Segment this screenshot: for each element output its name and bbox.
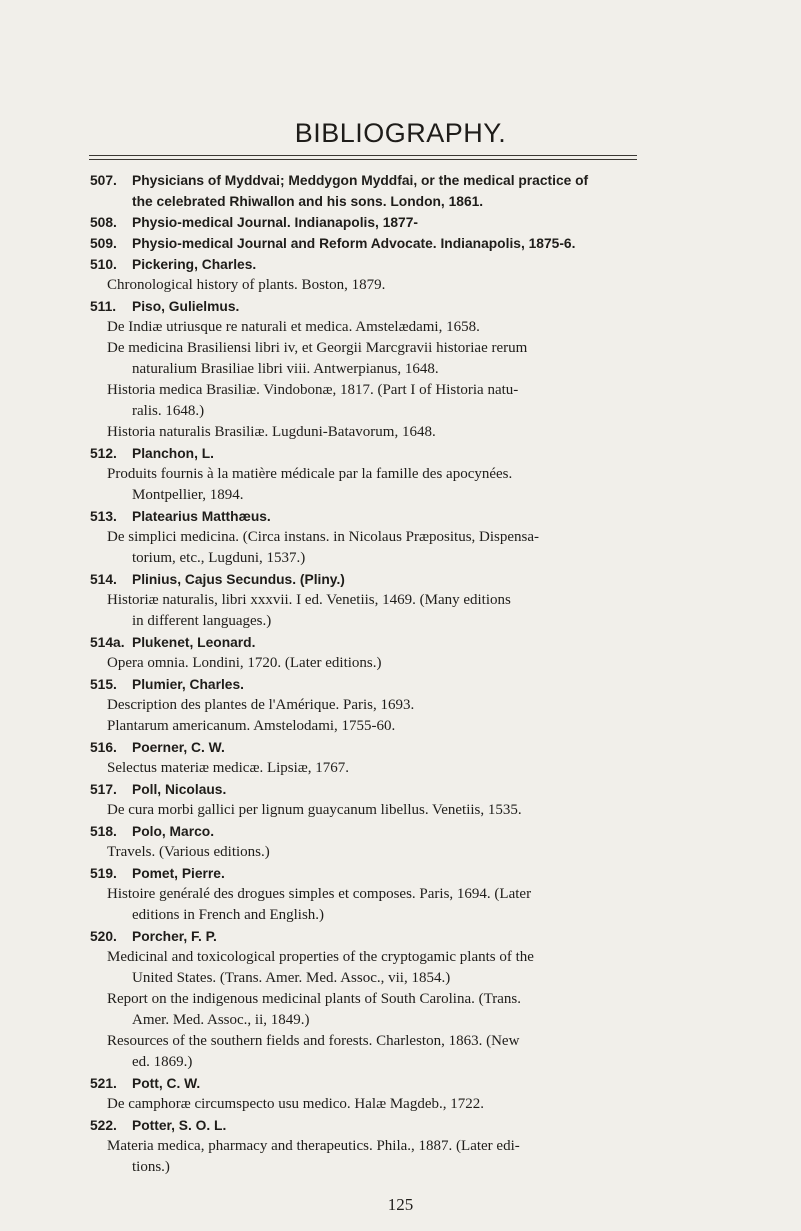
work-citation: Materia medica, pharmacy and therapeutics. Phila., 1887. (Later edi- xyxy=(107,1138,520,1154)
entry-heading-text: Physicians of Myddvai; Meddygon Myddfai, or the medical practice of xyxy=(132,173,589,188)
entry-heading-text: Plumier, Charles. xyxy=(132,677,244,692)
bibliography-entries xyxy=(0,170,801,1178)
bibliography-entry xyxy=(0,1115,801,1178)
entry-number: 520. xyxy=(90,929,117,944)
work-citation: Report on the indigenous medicinal plants of South Carolina. (Trans. xyxy=(107,991,521,1007)
work-citation: Historia naturalis Brasiliæ. Lugduni-Batavorum, 1648. xyxy=(107,424,436,440)
work-citation-continuation: Montpellier, 1894. xyxy=(132,487,244,503)
work-citation-continuation: naturalium Brasiliae libri viii. Antwerpianus, 1648. xyxy=(132,361,439,377)
entry-heading-text: Platearius Matthæus. xyxy=(132,509,271,524)
entry-heading xyxy=(0,737,801,758)
bibliography-entry xyxy=(0,674,801,737)
work-citation-continuation: in different languages.) xyxy=(132,613,272,629)
entry-heading xyxy=(0,674,801,695)
entry-number: 511. xyxy=(90,299,117,314)
work-citation: Medicinal and toxicological properties of the cryptogamic plants of the xyxy=(107,949,534,965)
work-citation: Chronological history of plants. Boston, 1879. xyxy=(107,277,386,293)
work-citation: De cura morbi gallici per lignum guaycanum libellus. Venetiis, 1535. xyxy=(107,802,522,818)
work-citation: Description des plantes de l'Amérique. Paris, 1693. xyxy=(107,697,415,713)
work-citation-continuation: torium, etc., Lugduni, 1537.) xyxy=(132,550,306,566)
entry-number: 512. xyxy=(90,446,117,461)
entry-number: 522. xyxy=(90,1118,117,1133)
bibliography-entry xyxy=(0,737,801,779)
bibliography-entry xyxy=(0,821,801,863)
entry-number: 517. xyxy=(90,782,117,797)
bibliography-entry xyxy=(0,1073,801,1115)
bibliography-entry xyxy=(0,212,801,233)
entry-number: 514. xyxy=(90,572,117,587)
entry-heading xyxy=(0,926,801,947)
work-citation-continuation: editions in French and English.) xyxy=(132,907,325,923)
entry-heading-text: the celebrated Rhiwallon and his sons. London, 1861. xyxy=(132,194,484,209)
entry-heading-continuation xyxy=(0,191,801,212)
entry-heading-text: Polo, Marco. xyxy=(132,824,215,839)
work-citation: Travels. (Various editions.) xyxy=(107,844,270,860)
entry-heading xyxy=(0,506,801,527)
entry-heading xyxy=(0,569,801,590)
entry-number: 514a. xyxy=(90,635,125,650)
entry-number: 513. xyxy=(90,509,117,524)
entry-heading xyxy=(0,1115,801,1136)
bibliography-entry xyxy=(0,506,801,569)
title-rule-top xyxy=(89,155,637,156)
page-number: 125 xyxy=(387,1195,414,1214)
entry-number: 515. xyxy=(90,677,117,692)
bibliography-entry xyxy=(0,863,801,926)
entry-heading-text: Poll, Nicolaus. xyxy=(132,782,227,797)
work-citation-continuation: ed. 1869.) xyxy=(132,1054,193,1070)
entry-number: 510. xyxy=(90,257,117,272)
work-citation: Histoire genéralé des drogues simples et composes. Paris, 1694. (Later xyxy=(107,886,532,902)
work-citation: Selectus materiæ medicæ. Lipsiæ, 1767. xyxy=(107,760,350,776)
entry-heading-text: Physio-medical Journal and Reform Advocate. Indianapolis, 1875-6. xyxy=(132,236,576,251)
entry-heading xyxy=(0,296,801,317)
page-title: BIBLIOGRAPHY. xyxy=(294,118,507,148)
title-rule-bottom xyxy=(89,159,637,160)
entry-heading-text: Pickering, Charles. xyxy=(132,257,257,272)
entry-heading xyxy=(0,170,801,191)
entry-number: 518. xyxy=(90,824,117,839)
entry-heading-text: Plukenet, Leonard. xyxy=(132,635,256,650)
bibliography-entry xyxy=(0,296,801,443)
work-citation: Produits fournis à la matière médicale par la famille des apocynées. xyxy=(107,466,513,482)
entry-number: 521. xyxy=(90,1076,117,1091)
bibliography-entry xyxy=(0,632,801,674)
entry-heading-text: Plinius, Cajus Secundus. (Pliny.) xyxy=(132,572,345,587)
bibliography-entry xyxy=(0,569,801,632)
entry-heading-text: Porcher, F. P. xyxy=(132,929,217,944)
entry-number: 519. xyxy=(90,866,117,881)
bibliography-entry xyxy=(0,233,801,254)
entry-number: 507. xyxy=(90,173,117,188)
entry-heading xyxy=(0,863,801,884)
entry-heading-text: Pomet, Pierre. xyxy=(132,866,225,881)
entry-heading-text: Pott, C. W. xyxy=(132,1076,201,1091)
work-citation: De simplici medicina. (Circa instans. in Nicolaus Præpositus, Dispensa- xyxy=(107,529,540,545)
entry-heading-text: Potter, S. O. L. xyxy=(132,1118,227,1133)
entry-heading-text: Physio-medical Journal. Indianapolis, 1877- xyxy=(132,215,418,230)
entry-heading xyxy=(0,821,801,842)
entry-heading xyxy=(0,779,801,800)
entry-heading xyxy=(0,443,801,464)
work-citation: Resources of the southern fields and forests. Charleston, 1863. (New xyxy=(107,1033,520,1049)
entry-heading-text: Poerner, C. W. xyxy=(132,740,225,755)
entry-heading xyxy=(0,254,801,275)
work-citation: De Indiæ utriusque re naturali et medica. Amstelædami, 1658. xyxy=(107,319,480,335)
entry-heading xyxy=(0,632,801,653)
bibliography-entry xyxy=(0,170,801,212)
work-citation: De camphoræ circumspecto usu medico. Halæ Magdeb., 1722. xyxy=(107,1096,484,1112)
work-citation: De medicina Brasiliensi libri iv, et Georgii Marcgravii historiae rerum xyxy=(107,340,528,356)
work-citation-continuation: ralis. 1648.) xyxy=(132,403,205,419)
work-citation: Plantarum americanum. Amstelodami, 1755-60. xyxy=(107,718,396,734)
work-citation-continuation: tions.) xyxy=(132,1159,170,1175)
entry-number: 508. xyxy=(90,215,117,230)
entry-number: 516. xyxy=(90,740,117,755)
entry-heading xyxy=(0,212,801,233)
bibliography-entry xyxy=(0,779,801,821)
work-citation: Historiæ naturalis, libri xxxvii. I ed. Venetiis, 1469. (Many editions xyxy=(107,592,511,608)
bibliography-entry xyxy=(0,926,801,1073)
entry-heading xyxy=(0,1073,801,1094)
entry-number: 509. xyxy=(90,236,117,251)
bibliography-entry xyxy=(0,443,801,506)
work-citation: Opera omnia. Londini, 1720. (Later editions.) xyxy=(107,655,382,671)
entry-heading-text: Planchon, L. xyxy=(132,446,215,461)
work-citation: Historia medica Brasiliæ. Vindobonæ, 1817. (Part I of Historia natu- xyxy=(107,382,519,398)
entry-heading-text: Piso, Gulielmus. xyxy=(132,299,240,314)
entry-heading xyxy=(0,233,801,254)
work-citation-continuation: Amer. Med. Assoc., ii, 1849.) xyxy=(132,1012,310,1028)
work-citation-continuation: United States. (Trans. Amer. Med. Assoc., vii, 1854.) xyxy=(132,970,451,986)
bibliography-entry xyxy=(0,254,801,296)
